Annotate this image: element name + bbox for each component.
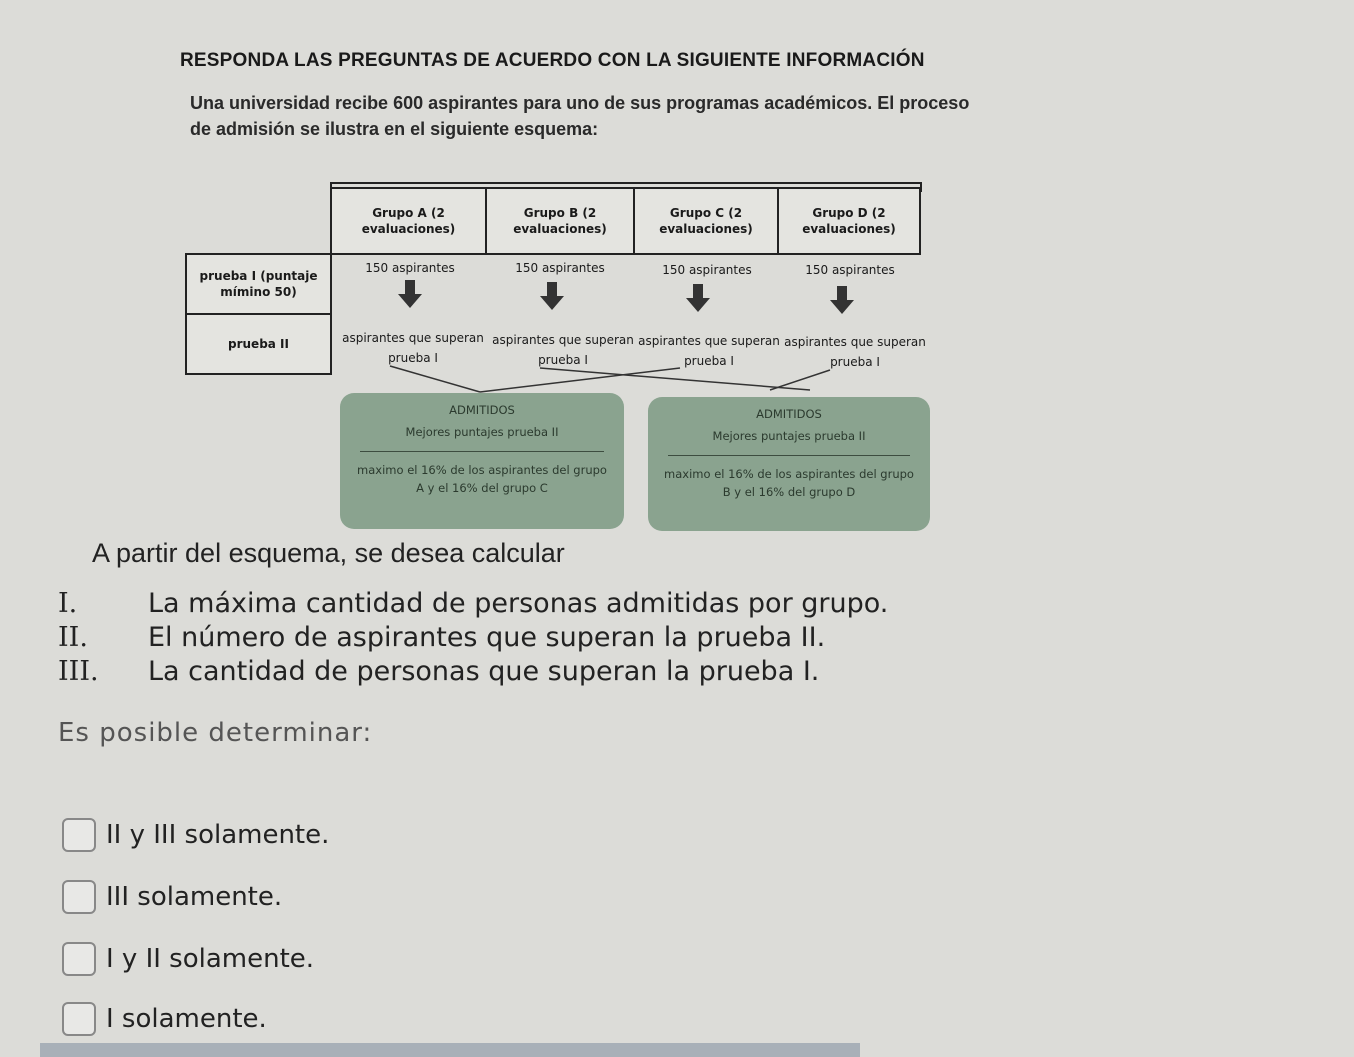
group-c-count: 150 aspirantes bbox=[662, 263, 752, 277]
admitted-box-b-d bbox=[648, 397, 930, 531]
group-c-name: Grupo C (2 evaluaciones) bbox=[659, 206, 753, 236]
group-d-pass: aspirantes que superan prueba I bbox=[784, 335, 926, 369]
statement-ii bbox=[58, 622, 825, 653]
statement-iii bbox=[58, 656, 819, 687]
group-b-pass: aspirantes que superan prueba I bbox=[492, 333, 634, 367]
admitted-subtitle: Mejores puntajes prueba II bbox=[712, 429, 866, 443]
row-prueba-i bbox=[185, 253, 332, 315]
down-arrow-icon bbox=[830, 286, 854, 314]
divider bbox=[360, 451, 604, 452]
admitted-title: ADMITIDOS bbox=[449, 403, 515, 417]
statement-text: El número de aspirantes que superan la prueba II. bbox=[148, 622, 826, 653]
statement-i bbox=[58, 588, 888, 619]
option-2[interactable] bbox=[62, 880, 282, 914]
option-1[interactable] bbox=[62, 818, 329, 852]
down-arrow-icon bbox=[540, 282, 564, 310]
group-c-header bbox=[633, 187, 779, 255]
statement-number: II. bbox=[58, 622, 88, 653]
group-a-count: 150 aspirantes bbox=[365, 261, 455, 275]
option-3[interactable] bbox=[62, 942, 314, 976]
group-c-pass: aspirantes que superan prueba I bbox=[638, 334, 780, 368]
statement-text: La cantidad de personas que superan la prueba I. bbox=[148, 656, 820, 687]
admitted-box-a-c bbox=[340, 393, 624, 529]
statement-number: I. bbox=[58, 588, 78, 619]
admitted-note: maximo el 16% de los aspirantes del grupo A y el 16% del grupo C bbox=[357, 463, 607, 495]
statement-number: III. bbox=[58, 656, 99, 687]
group-a-header bbox=[330, 187, 487, 255]
calc-prompt: A partir del esquema, se desea calcular bbox=[92, 538, 565, 568]
intro-text: Una universidad recibe 600 aspirantes para uno de sus programas académicos. El proceso de admisión se ilustra en el siguiente esquema: bbox=[190, 93, 970, 139]
scrollbar[interactable] bbox=[40, 1043, 860, 1057]
row-prueba-i-label: prueba I (puntaje mímino 50) bbox=[199, 269, 318, 299]
option-label: I y II solamente. bbox=[106, 944, 315, 974]
radio-button[interactable] bbox=[62, 818, 96, 852]
admitted-title: ADMITIDOS bbox=[756, 407, 822, 421]
group-a-pass: aspirantes que superan prueba I bbox=[342, 331, 484, 365]
page-heading: RESPONDA LAS PREGUNTAS DE ACUERDO CON LA SIGUIENTE INFORMACIÓN bbox=[180, 50, 925, 71]
option-label: I solamente. bbox=[106, 1004, 267, 1034]
option-4[interactable] bbox=[62, 1002, 267, 1036]
group-a-name: Grupo A (2 evaluaciones) bbox=[361, 206, 456, 236]
down-arrow-icon bbox=[686, 284, 710, 312]
row-prueba-ii bbox=[185, 313, 332, 375]
row-prueba-ii-label: prueba II bbox=[228, 337, 289, 351]
group-b-name: Grupo B (2 evaluaciones) bbox=[513, 206, 607, 236]
option-label: III solamente. bbox=[106, 882, 283, 912]
group-d-count: 150 aspirantes bbox=[805, 263, 895, 277]
statement-text: La máxima cantidad de personas admitidas por grupo. bbox=[148, 588, 889, 619]
option-label: II y III solamente. bbox=[106, 820, 330, 850]
group-b-count: 150 aspirantes bbox=[515, 261, 605, 275]
divider bbox=[668, 455, 910, 456]
group-d-name: Grupo D (2 evaluaciones) bbox=[802, 206, 896, 236]
radio-button[interactable] bbox=[62, 880, 96, 914]
radio-button[interactable] bbox=[62, 1002, 96, 1036]
group-d-header bbox=[777, 187, 921, 255]
question-text: Es posible determinar: bbox=[58, 718, 373, 748]
down-arrow-icon bbox=[398, 280, 422, 308]
group-b-header bbox=[485, 187, 635, 255]
radio-button[interactable] bbox=[62, 942, 96, 976]
admitted-subtitle: Mejores puntajes prueba II bbox=[405, 425, 559, 439]
admitted-note: maximo el 16% de los aspirantes del grupo B y el 16% del grupo D bbox=[664, 467, 914, 499]
